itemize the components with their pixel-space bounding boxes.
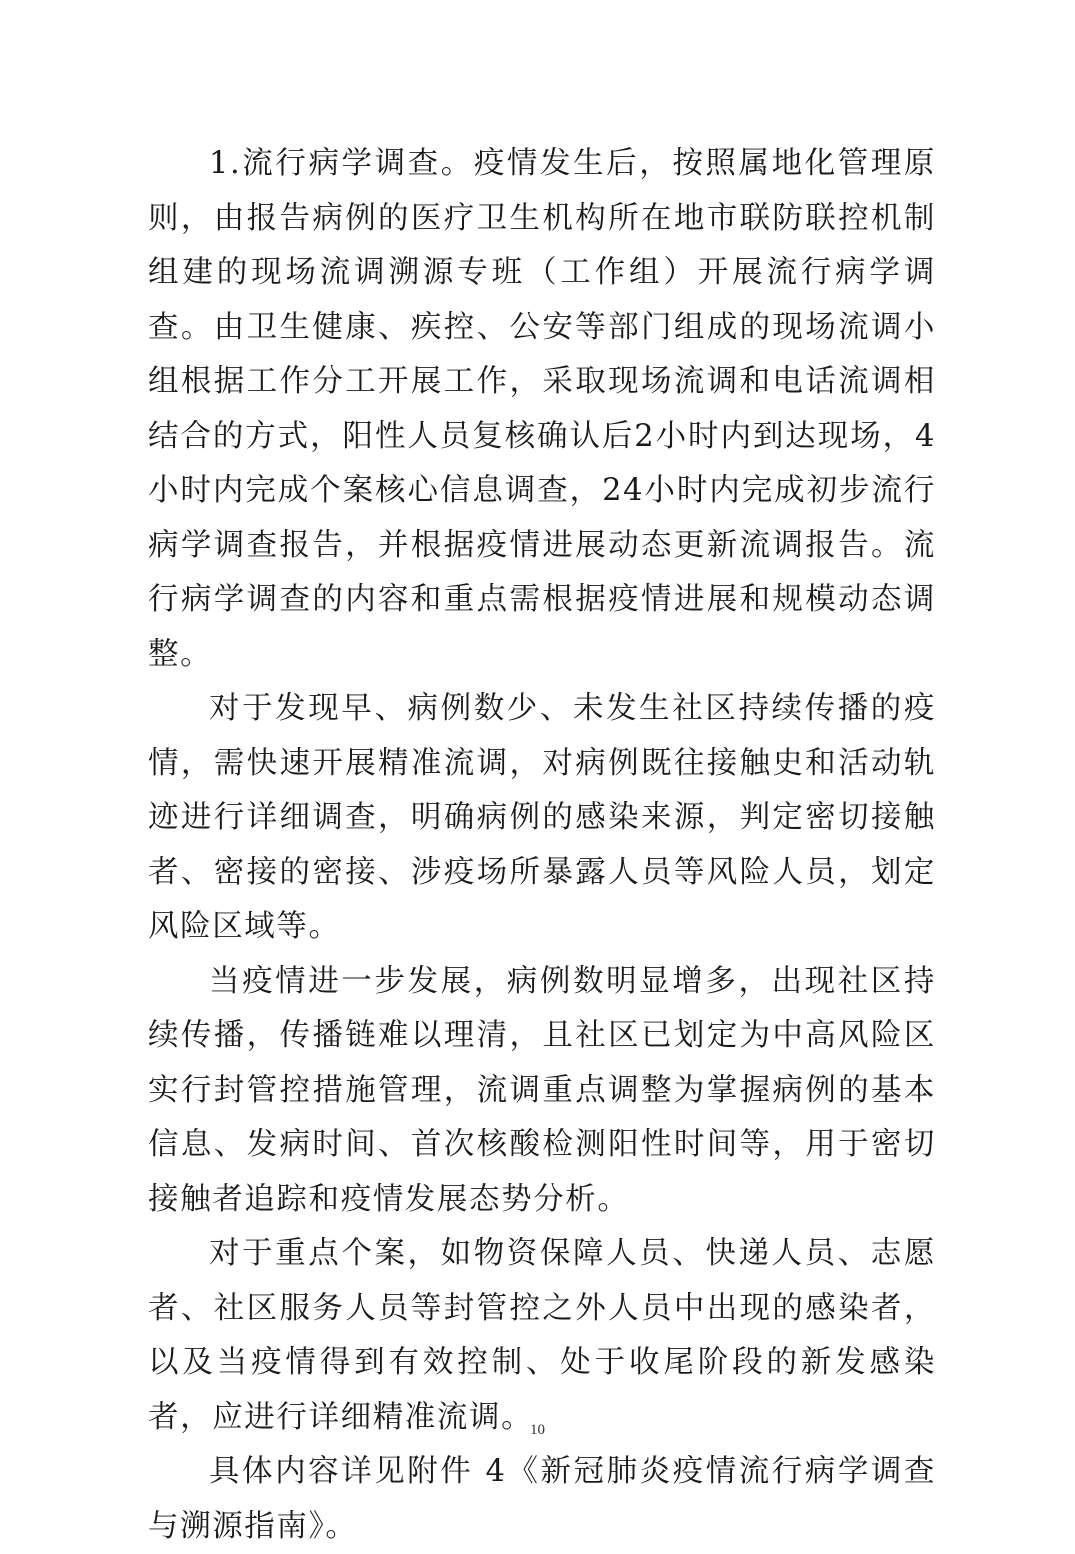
document-body [148, 137, 936, 1554]
paragraph-epidemiological-survey: 1.流行病学调查。疫情发生后，按照属地化管理原则，由报告病例的医疗卫生机构所在地市联防联控机制组建的现场流调溯源专班（工作组）开展流行病学调查。由卫生健康、疾控、公安等部门组成的现场流调小组根据工作分工开展工作，采取现场流调和电话流调相结合的方式，阳性人员复核确认后2小时内到达现场，4小时内完成个案核心信息调查，24小时内完成初步流行病学调查报告，并根据疫情进展动态更新流调报告。流行病学调查的内容和重点需根据疫情进展和规模动态调整。 [148, 146, 936, 672]
paragraph-early-detection: 对于发现早、病例数少、未发生社区持续传播的疫情，需快速开展精准流调，对病例既往接触史和活动轨迹进行详细调查，明确病例的感染来源，判定密切接触者、密接的密接、涉疫场所暴露人员等风险人员，划定风险区域等。 [148, 691, 936, 944]
page-number: 10 [530, 1422, 545, 1438]
paragraph-key-cases: 对于重点个案，如物资保障人员、快递人员、志愿者、社区服务人员等封管控之外人员中出现的感染者，以及当疫情得到有效控制、处于收尾阶段的新发感染者，应进行详细精准流调。 [148, 1236, 936, 1435]
paragraph-appendix-reference: 具体内容详见附件 4《新冠肺炎疫情流行病学调查与溯源指南》。 [148, 1454, 936, 1544]
paragraph-further-development: 当疫情进一步发展，病例数明显增多，出现社区持续传播，传播链难以理清，且社区已划定为中高风险区实行封管控措施管理，流调重点调整为掌握病例的基本信息、发病时间、首次核酸检测阳性时间等，用于密切接触者追踪和疫情发展态势分析。 [148, 963, 936, 1217]
